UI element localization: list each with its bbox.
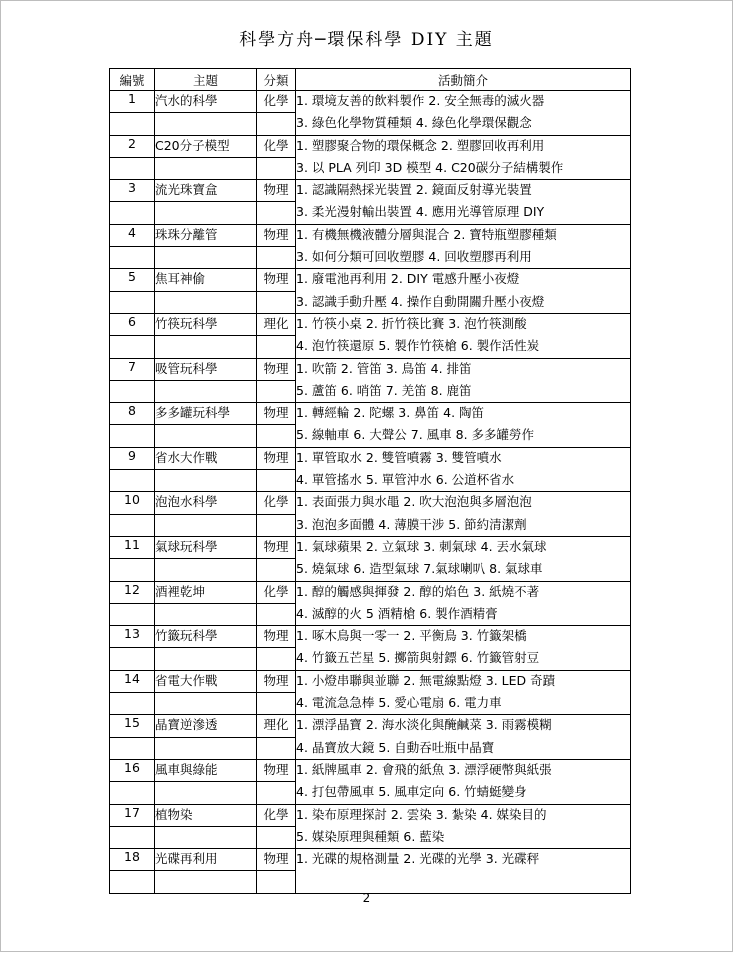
row-spacer-cell: [110, 737, 155, 759]
row-spacer-cell: [110, 826, 155, 848]
row-spacer-cell: [257, 247, 296, 269]
row-spacer-cell: [110, 603, 155, 625]
row-description-line-2: 5. 媒染原理與種類 6. 藍染: [296, 826, 631, 848]
table-row: [110, 670, 631, 692]
table-row: [110, 715, 631, 737]
row-spacer-cell: [257, 113, 296, 135]
row-category: 物理: [257, 447, 296, 469]
table-row: [110, 804, 631, 826]
table-row-continuation: [110, 514, 631, 536]
table-row: [110, 403, 631, 425]
row-spacer-cell: [257, 826, 296, 848]
row-spacer-cell: [110, 157, 155, 179]
table-row-continuation: [110, 826, 631, 848]
row-id: 2: [110, 135, 155, 157]
row-description-line-1: 1. 表面張力與水黽 2. 吹大泡泡與多層泡泡: [296, 492, 631, 514]
row-description-line-1: 1. 紙牌風車 2. 會飛的紙魚 3. 漂浮硬幣與紙張: [296, 759, 631, 781]
row-description-line-2: 3. 綠色化學物質種類 4. 綠色化學環保觀念: [296, 113, 631, 135]
row-spacer-cell: [257, 782, 296, 804]
row-spacer-cell: [155, 470, 257, 492]
row-topic: 酒裡乾坤: [155, 581, 257, 603]
row-topic: 省水大作戰: [155, 447, 257, 469]
row-description-line-1: 1. 塑膠聚合物的環保概念 2. 塑膠回收再利用: [296, 135, 631, 157]
row-category: 化學: [257, 91, 296, 113]
row-id: 7: [110, 358, 155, 380]
row-spacer-cell: [257, 514, 296, 536]
table-row: [110, 447, 631, 469]
row-description-line-2: 3. 認識手動升壓 4. 操作自動開關升壓小夜燈: [296, 291, 631, 313]
table-row: [110, 313, 631, 335]
row-category: 物理: [257, 269, 296, 291]
row-description-line-1: 1. 啄木鳥與一零一 2. 平衡鳥 3. 竹籤架橋: [296, 626, 631, 648]
row-description-line-2: 3. 柔光漫射輸出裝置 4. 應用光導管原理 DIY: [296, 202, 631, 224]
row-id: 9: [110, 447, 155, 469]
row-spacer-cell: [155, 737, 257, 759]
row-spacer-cell: [110, 871, 155, 893]
table-row: [110, 492, 631, 514]
row-description-line-2: 4. 打包帶風車 5. 風車定向 6. 竹蜻蜓變身: [296, 782, 631, 804]
row-description-line-1: 1. 環境友善的飲料製作 2. 安全無毒的滅火器: [296, 91, 631, 113]
row-id: 12: [110, 581, 155, 603]
row-description-line-2: 5. 蘆笛 6. 哨笛 7. 羌笛 8. 鹿笛: [296, 380, 631, 402]
row-id: 15: [110, 715, 155, 737]
row-topic: 流光珠寶盒: [155, 180, 257, 202]
row-category: 化學: [257, 135, 296, 157]
row-description-line-2: 4. 電流急急棒 5. 愛心電扇 6. 電力車: [296, 693, 631, 715]
row-description-line-1: 1. 小燈串聯與並聯 2. 無電線點燈 3. LED 奇蹟: [296, 670, 631, 692]
table-row-continuation: [110, 737, 631, 759]
table-row-continuation: [110, 782, 631, 804]
row-description-line-2: 4. 單管搖水 5. 單管沖水 6. 公道杯省水: [296, 470, 631, 492]
row-spacer-cell: [155, 380, 257, 402]
row-spacer-cell: [257, 291, 296, 313]
row-topic: 竹籤玩科學: [155, 626, 257, 648]
row-spacer-cell: [257, 603, 296, 625]
row-category: 化學: [257, 581, 296, 603]
row-description-line-2: 4. 滅醇的火 5 酒精槍 6. 製作酒精膏: [296, 603, 631, 625]
row-description-line-2: 3. 如何分類可回收塑膠 4. 回收塑膠再利用: [296, 247, 631, 269]
row-description-line-2: [296, 871, 631, 893]
row-spacer-cell: [110, 336, 155, 358]
page-title: 科學方舟─環保科學 DIY 主題: [239, 30, 494, 50]
row-id: 3: [110, 180, 155, 202]
row-id: 16: [110, 759, 155, 781]
row-topic: 汽水的科學: [155, 91, 257, 113]
row-spacer-cell: [257, 425, 296, 447]
row-spacer-cell: [257, 470, 296, 492]
row-description-line-1: 1. 吹箭 2. 管笛 3. 鳥笛 4. 排笛: [296, 358, 631, 380]
table-row: [110, 849, 631, 871]
row-spacer-cell: [155, 514, 257, 536]
row-spacer-cell: [155, 871, 257, 893]
table-row-continuation: [110, 648, 631, 670]
row-topic: 植物染: [155, 804, 257, 826]
table-row-continuation: [110, 470, 631, 492]
row-description-line-2: 4. 竹籤五芒星 5. 擲箭與射鏢 6. 竹籤管射豆: [296, 648, 631, 670]
row-id: 17: [110, 804, 155, 826]
row-topic: 珠珠分離管: [155, 224, 257, 246]
row-spacer-cell: [257, 380, 296, 402]
row-description-line-2: 4. 晶寶放大鏡 5. 自動吞吐瓶中晶寶: [296, 737, 631, 759]
row-topic: 晶寶逆滲透: [155, 715, 257, 737]
header-id: 編號: [110, 69, 155, 91]
row-spacer-cell: [155, 559, 257, 581]
row-spacer-cell: [110, 648, 155, 670]
row-id: 5: [110, 269, 155, 291]
row-description-line-1: 1. 光碟的規格測量 2. 光碟的光學 3. 光碟秤: [296, 849, 631, 871]
table-row-continuation: [110, 202, 631, 224]
header-description: 活動簡介: [296, 69, 631, 91]
table-row-continuation: [110, 693, 631, 715]
table-row-continuation: [110, 425, 631, 447]
table-row-continuation: [110, 291, 631, 313]
row-spacer-cell: [110, 693, 155, 715]
row-description-line-2: 4. 泡竹筷還原 5. 製作竹筷槍 6. 製作活性炭: [296, 336, 631, 358]
table-row: [110, 91, 631, 113]
row-topic: 多多罐玩科學: [155, 403, 257, 425]
table-header-row: [110, 69, 631, 91]
row-spacer-cell: [257, 693, 296, 715]
row-category: 物理: [257, 759, 296, 781]
header-category: 分類: [257, 69, 296, 91]
row-description-line-1: 1. 染布原理探討 2. 雲染 3. 紮染 4. 媒染目的: [296, 804, 631, 826]
row-description-line-1: 1. 單管取水 2. 雙管噴霧 3. 雙管噴水: [296, 447, 631, 469]
row-spacer-cell: [155, 113, 257, 135]
row-spacer-cell: [257, 648, 296, 670]
row-spacer-cell: [155, 782, 257, 804]
header-topic: 主題: [155, 69, 257, 91]
row-spacer-cell: [155, 247, 257, 269]
activity-table: [109, 68, 631, 894]
row-category: 物理: [257, 224, 296, 246]
row-id: 8: [110, 403, 155, 425]
row-description-line-2: 3. 泡泡多面體 4. 薄膜干涉 5. 節約清潔劑: [296, 514, 631, 536]
row-id: 6: [110, 313, 155, 335]
row-category: 物理: [257, 670, 296, 692]
row-description-line-1: 1. 認識隔熱採光裝置 2. 鏡面反射導光裝置: [296, 180, 631, 202]
row-description-line-2: 3. 以 PLA 列印 3D 模型 4. C20碳分子結構製作: [296, 157, 631, 179]
table-row-continuation: [110, 157, 631, 179]
row-spacer-cell: [155, 603, 257, 625]
table-row: [110, 135, 631, 157]
row-description-line-1: 1. 轉經輪 2. 陀螺 3. 鼻笛 4. 陶笛: [296, 403, 631, 425]
row-description-line-2: 5. 線軸車 6. 大聲公 7. 風車 8. 多多罐勞作: [296, 425, 631, 447]
table-row-continuation: [110, 336, 631, 358]
table-row-continuation: [110, 113, 631, 135]
row-id: 13: [110, 626, 155, 648]
row-spacer-cell: [257, 871, 296, 893]
row-spacer-cell: [110, 202, 155, 224]
row-spacer-cell: [110, 470, 155, 492]
row-category: 化學: [257, 804, 296, 826]
row-description-line-2: 5. 燒氣球 6. 造型氣球 7.氣球喇叭 8. 氣球車: [296, 559, 631, 581]
row-id: 1: [110, 91, 155, 113]
row-spacer-cell: [257, 336, 296, 358]
row-topic: 泡泡水科學: [155, 492, 257, 514]
page-number: 2: [362, 891, 371, 905]
row-spacer-cell: [110, 559, 155, 581]
row-id: 14: [110, 670, 155, 692]
row-topic: 氣球玩科學: [155, 536, 257, 558]
row-topic: C20分子模型: [155, 135, 257, 157]
row-id: 18: [110, 849, 155, 871]
row-spacer-cell: [155, 336, 257, 358]
row-description-line-1: 1. 有機無機液體分層與混合 2. 寶特瓶塑膠種類: [296, 224, 631, 246]
row-topic: 光碟再利用: [155, 849, 257, 871]
table-row-continuation: [110, 380, 631, 402]
row-id: 4: [110, 224, 155, 246]
row-spacer-cell: [155, 425, 257, 447]
table-row: [110, 536, 631, 558]
table-row-continuation: [110, 559, 631, 581]
row-spacer-cell: [110, 247, 155, 269]
row-category: 物理: [257, 536, 296, 558]
row-topic: 省電大作戰: [155, 670, 257, 692]
row-spacer-cell: [257, 559, 296, 581]
table-row: [110, 358, 631, 380]
row-spacer-cell: [110, 113, 155, 135]
row-description-line-1: 1. 竹筷小桌 2. 折竹筷比賽 3. 泡竹筷測酸: [296, 313, 631, 335]
row-topic: 焦耳神偷: [155, 269, 257, 291]
row-spacer-cell: [257, 202, 296, 224]
row-spacer-cell: [155, 157, 257, 179]
row-description-line-1: 1. 廢電池再利用 2. DIY 電感升壓小夜燈: [296, 269, 631, 291]
row-spacer-cell: [110, 514, 155, 536]
row-id: 11: [110, 536, 155, 558]
row-topic: 風車與綠能: [155, 759, 257, 781]
row-category: 物理: [257, 358, 296, 380]
table-row: [110, 581, 631, 603]
row-category: 物理: [257, 180, 296, 202]
row-description-line-1: 1. 漂浮晶寶 2. 海水淡化與醃鹹菜 3. 雨霧模糊: [296, 715, 631, 737]
row-description-line-1: 1. 氣球蘋果 2. 立氣球 3. 刺氣球 4. 丟水氣球: [296, 536, 631, 558]
row-spacer-cell: [155, 826, 257, 848]
row-spacer-cell: [110, 291, 155, 313]
row-spacer-cell: [155, 648, 257, 670]
row-topic: 吸管玩科學: [155, 358, 257, 380]
row-spacer-cell: [155, 291, 257, 313]
table-row-continuation: [110, 871, 631, 893]
row-spacer-cell: [110, 782, 155, 804]
table-row-continuation: [110, 603, 631, 625]
row-spacer-cell: [155, 693, 257, 715]
row-topic: 竹筷玩科學: [155, 313, 257, 335]
table-row-continuation: [110, 247, 631, 269]
row-category: 物理: [257, 849, 296, 871]
row-category: 理化: [257, 715, 296, 737]
row-spacer-cell: [257, 157, 296, 179]
row-spacer-cell: [110, 380, 155, 402]
row-spacer-cell: [155, 202, 257, 224]
row-category: 化學: [257, 492, 296, 514]
row-spacer-cell: [110, 425, 155, 447]
row-description-line-1: 1. 醇的觸感與揮發 2. 醇的焰色 3. 紙燒不著: [296, 581, 631, 603]
table-row: [110, 180, 631, 202]
row-category: 物理: [257, 403, 296, 425]
table-row: [110, 759, 631, 781]
table-row: [110, 626, 631, 648]
table-row: [110, 269, 631, 291]
row-id: 10: [110, 492, 155, 514]
row-spacer-cell: [257, 737, 296, 759]
row-category: 理化: [257, 313, 296, 335]
row-category: 物理: [257, 626, 296, 648]
table-row: [110, 224, 631, 246]
